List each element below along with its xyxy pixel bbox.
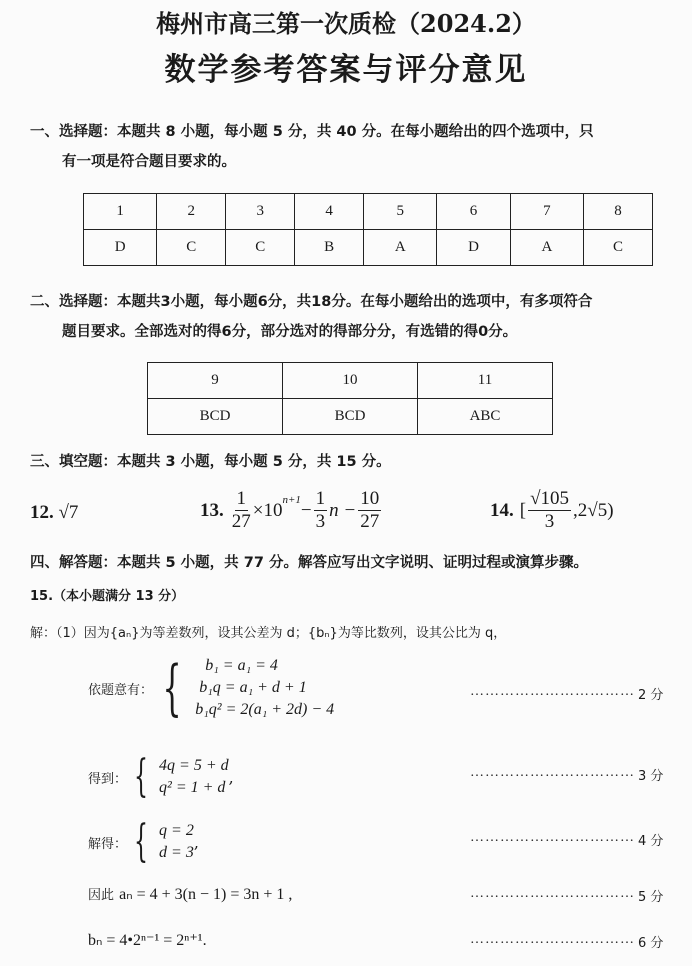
table-cell: B [295, 230, 364, 266]
brace-icon: { [162, 653, 182, 723]
table-cell: 10 [283, 363, 418, 399]
table-cell: C [584, 230, 653, 266]
table-cell: 9 [148, 363, 283, 399]
table-cell: C [157, 230, 226, 266]
score: 3 分 [638, 769, 664, 784]
term: n − [329, 499, 357, 521]
step4 [88, 884, 292, 904]
section2-line1: 二、选择题：本题共3小题，每小题6分，共18分。在每小题给出的选项中，有多项符合 [30, 294, 593, 310]
score: 4 分 [638, 834, 664, 849]
score: 6 分 [638, 936, 664, 951]
step-label: 因此 [88, 888, 115, 903]
table-cell: 1 [84, 194, 157, 230]
section2-line2: 题目要求。全部选对的得6分，部分选对的得部分分，有选错的得0分。 [62, 324, 518, 340]
q15-header: 15.（本小题满分 13 分） [30, 589, 185, 604]
table-cell: 2 [157, 194, 226, 230]
step3-system: 解得： { q = 2 d = 3 , [88, 816, 199, 867]
table-cell: 5 [364, 194, 437, 230]
q14-label: 14. [490, 499, 514, 521]
table-cell: 8 [584, 194, 653, 230]
choice-answer-table [83, 193, 653, 266]
fraction: $\frac{1}{3}$ [315, 488, 326, 532]
score: 5 分 [638, 890, 664, 905]
table-cell: ABC [418, 399, 553, 435]
step5-expression: bₙ = 4•2ⁿ⁻¹ = 2ⁿ⁺¹. [88, 932, 207, 949]
table-row-answers [84, 230, 653, 266]
q12-label: 12. [30, 502, 54, 523]
multi-choice-answer-table [147, 362, 553, 435]
fraction: $\frac{√105}{3}$ [530, 488, 570, 532]
step-label: 解得： [88, 836, 128, 852]
table-cell: D [437, 230, 510, 266]
q15-intro: 解：（1）因为{aₙ}为等差数列，设其公差为 d；{bₙ}为等比数列，设其公比为 q， [30, 626, 507, 641]
step1-system: 依题意有： { b₁ = a₁ = 4 b₁q = a₁ + d + 1 b₁q² = 2(a₁ + 2d) − 4 [88, 653, 335, 723]
table-cell: 4 [295, 194, 364, 230]
table-cell: C [226, 230, 295, 266]
q12-answer [30, 502, 78, 524]
q13-answer [200, 488, 383, 533]
fraction: $\frac{1}{27}$ [231, 488, 251, 532]
table-cell: 7 [510, 194, 583, 230]
brace-icon: { [134, 816, 149, 867]
term: ×10 [252, 499, 283, 521]
brace-icon: { [134, 751, 149, 802]
table-row-numbers [84, 194, 653, 230]
table-cell: BCD [148, 399, 283, 435]
doc-title: 梅州市高三第一次质检（2024.2） [156, 9, 536, 38]
score-dots: …………………………… [470, 684, 635, 699]
q13-label: 13. [200, 499, 224, 521]
table-cell: 6 [437, 194, 510, 230]
q12-value: √7 [58, 502, 79, 523]
term: − [300, 499, 312, 521]
score: 2 分 [638, 688, 664, 703]
table-row-numbers [148, 363, 553, 399]
term: [ [519, 499, 527, 521]
table-cell: A [510, 230, 583, 266]
table-cell: A [364, 230, 437, 266]
section4-line: 四、解答题：本题共 5 小题，共 77 分。解答应写出文字说明、证明过程或演算步骤。 [30, 555, 588, 571]
table-cell: 11 [418, 363, 553, 399]
fraction: $\frac{10}{27}$ [360, 488, 380, 532]
score-dots: …………………………… [470, 765, 635, 780]
step-expression: aₙ = 4 + 3(n − 1) = 3n + 1 , [119, 886, 293, 903]
section1-line2: 有一项是符合题目要求的。 [62, 154, 236, 170]
table-cell: D [84, 230, 157, 266]
score-dots: …………………………… [470, 886, 635, 901]
step-label: 得到： [88, 771, 128, 787]
table-cell: 3 [226, 194, 295, 230]
section1-line1: 一、选择题：本题共 8 小题，每小题 5 分，共 40 分。在每小题给出的四个选项中，只 [30, 124, 594, 140]
section3-line: 三、填空题：本题共 3 小题，每小题 5 分，共 15 分。 [30, 454, 391, 470]
exponent: n+1 [282, 494, 301, 506]
q14-answer [490, 488, 614, 533]
doc-subtitle: 数学参考答案与评分意见 [164, 52, 528, 88]
table-cell: BCD [283, 399, 418, 435]
step-label: 依题意有： [88, 682, 154, 698]
step2-system: 得到： { 4q = 5 + d q² = 1 + d , [88, 751, 234, 802]
score-dots: …………………………… [470, 932, 635, 947]
table-row-answers [148, 399, 553, 435]
term: ,2√5) [573, 499, 614, 521]
score-dots: …………………………… [470, 830, 635, 845]
